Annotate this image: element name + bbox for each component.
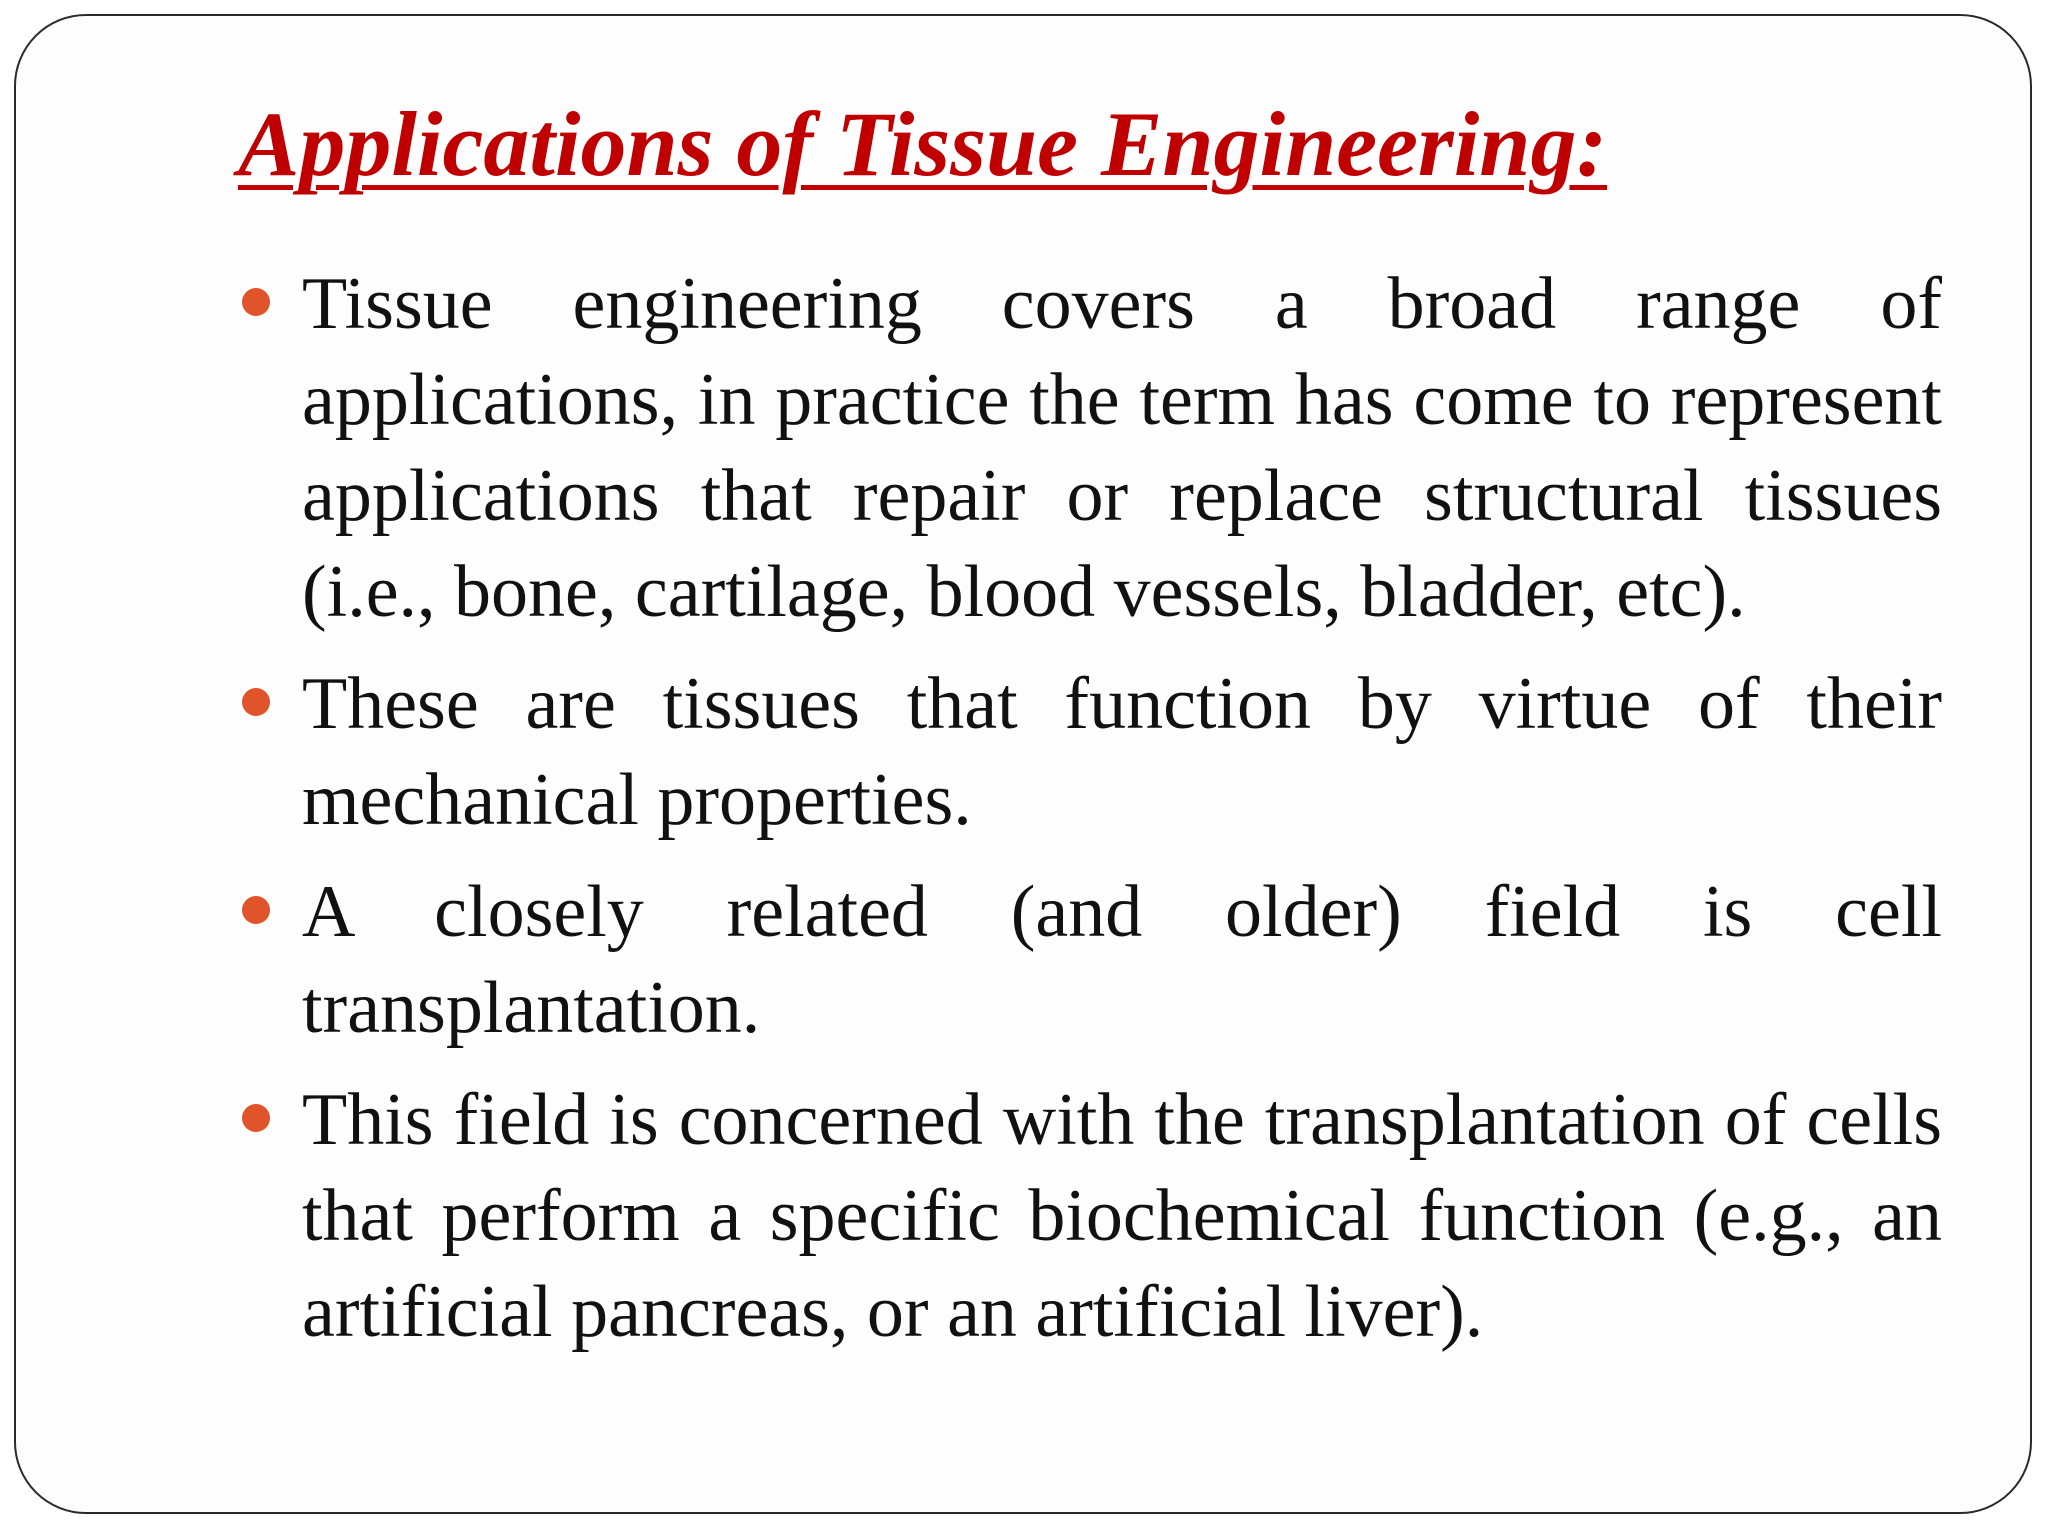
bullet-dot-icon — [242, 1104, 270, 1132]
bullet-item — [242, 656, 1942, 848]
bullet-item — [242, 256, 1942, 640]
bullet-text: This field is concerned with the transplantation of cells that perform a specific biochemical function (e.g., an artificial pancreas, or an artificial liver). — [302, 1079, 1942, 1353]
bullet-text: Tissue engineering covers a broad range of applications, in practice the term has come to represent applications that repair or replace structural tissues (i.e., bone, cartilage, blood vessels, bladder, etc). — [302, 263, 1942, 633]
bullet-text: A closely related (and older) field is cell transplantation. — [302, 871, 1942, 1049]
slide-frame — [14, 14, 2032, 1514]
bullet-dot-icon — [242, 688, 270, 716]
bullet-text: These are tissues that function by virtue of their mechanical properties. — [302, 663, 1942, 841]
bullet-dot-icon — [242, 288, 270, 316]
slide-title: Applications of Tissue Engineering: — [238, 93, 1608, 195]
bullet-dot-icon — [242, 896, 270, 924]
bullet-item — [242, 864, 1942, 1056]
bullet-list — [242, 256, 1942, 1376]
bullet-item — [242, 1072, 1942, 1360]
